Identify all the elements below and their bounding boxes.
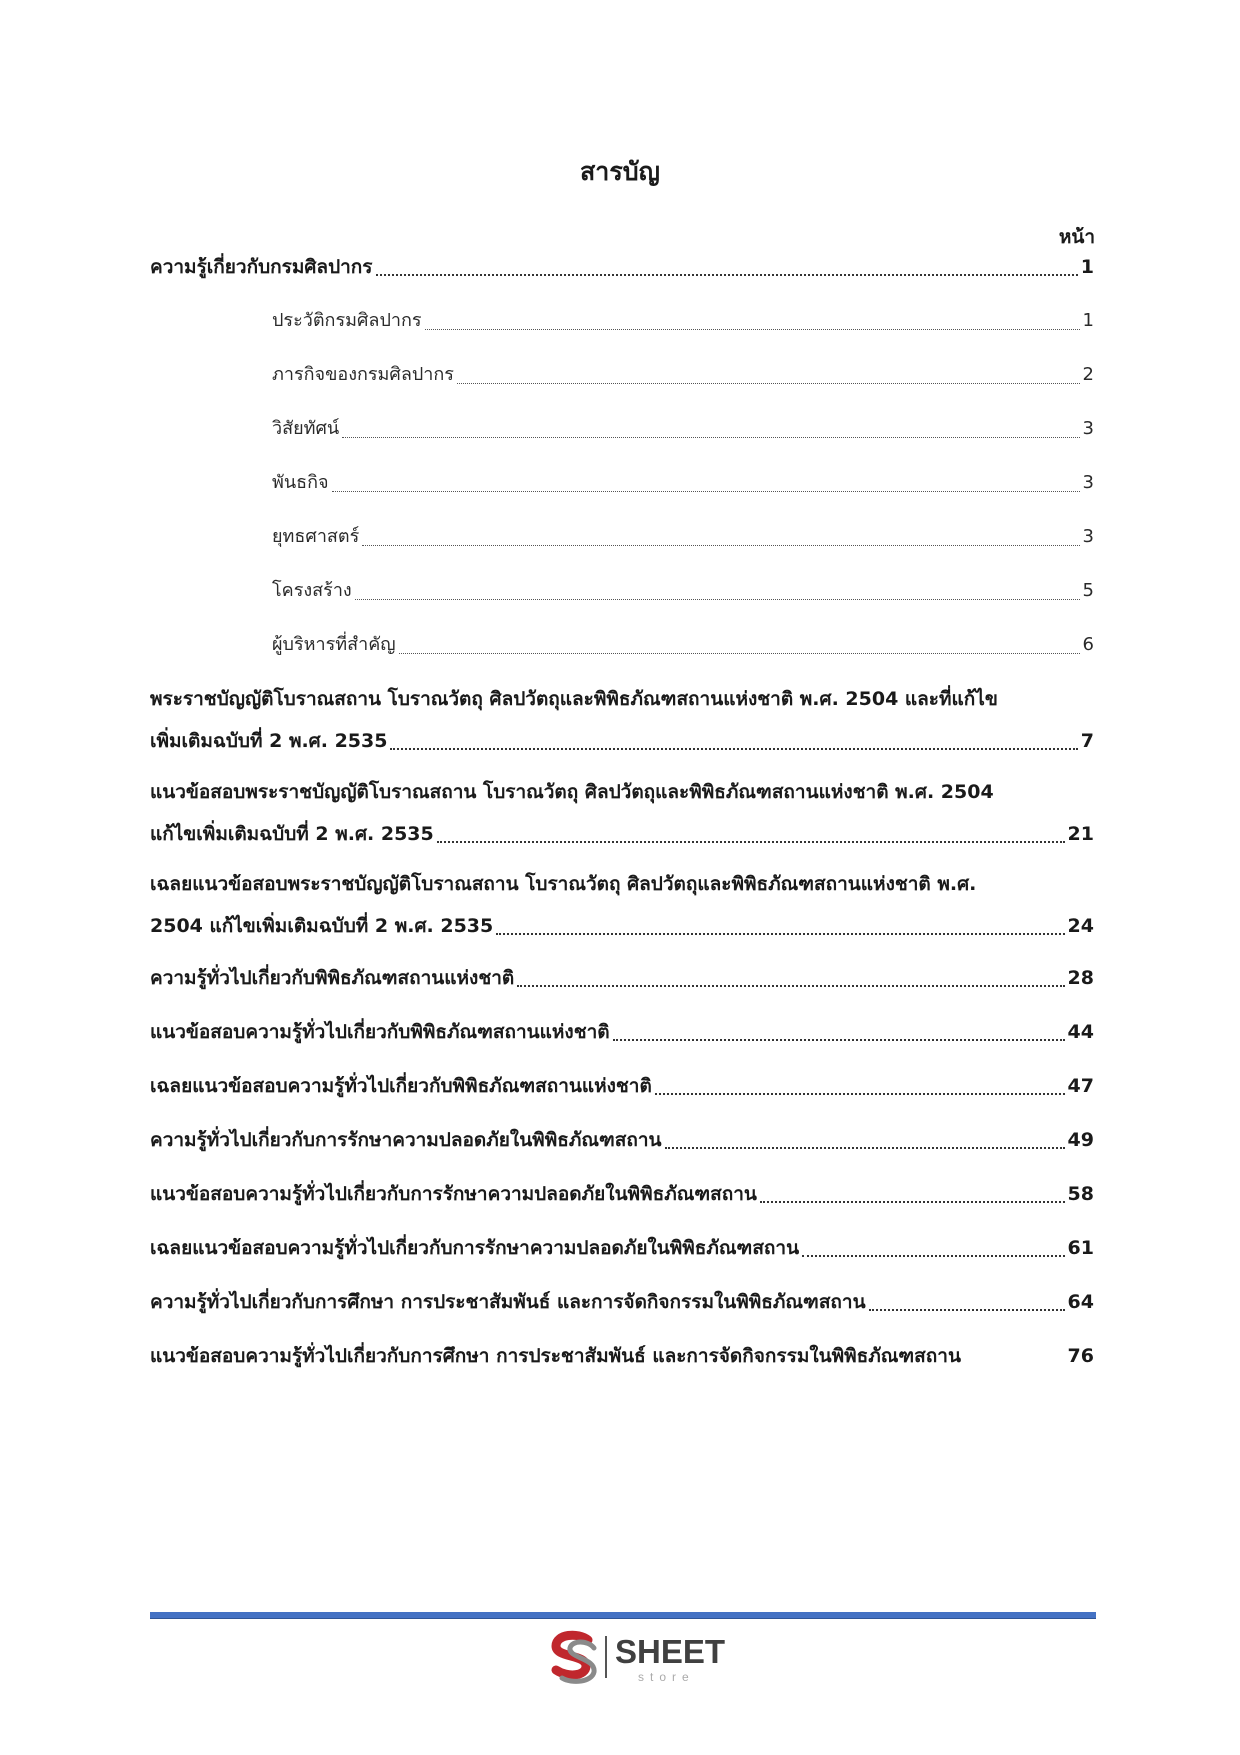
toc-page-number: 3 bbox=[1082, 418, 1094, 439]
toc-subentry[interactable] bbox=[272, 624, 1094, 666]
toc-entry-text-line1: แนวข้อสอบพระราชบัญญัติโบราณสถาน โบราณวัตถุ ศิลปวัตถุและพิพิธภัณฑสถานแห่งชาติ พ.ศ. 2504 bbox=[150, 781, 994, 803]
toc-page-number: 21 bbox=[1067, 823, 1094, 845]
leader-dots bbox=[665, 1146, 1065, 1149]
toc-entry-text-line1: พระราชบัญญัติโบราณสถาน โบราณวัตถุ ศิลปวัตถุและพิพิธภัณฑสถานแห่งชาติ พ.ศ. 2504 และที่แก้ไข bbox=[150, 688, 998, 710]
toc-entry[interactable] bbox=[150, 771, 1094, 855]
logo-brand-text: SHEET bbox=[615, 1633, 726, 1670]
toc-entry[interactable] bbox=[150, 1119, 1094, 1161]
toc-page-number: 44 bbox=[1067, 1021, 1094, 1043]
leader-dots bbox=[496, 932, 1064, 935]
leader-dots bbox=[342, 436, 1079, 438]
toc-subentry[interactable] bbox=[272, 516, 1094, 558]
toc-page-number: 76 bbox=[1067, 1345, 1094, 1367]
leader-dots bbox=[802, 1254, 1064, 1257]
toc-entry-text: เฉลยแนวข้อสอบความรู้ทั่วไปเกี่ยวกับการรักษาความปลอดภัยในพิพิธภัณฑสถาน bbox=[150, 1237, 800, 1259]
toc-entry-text: แก้ไขเพิ่มเติมฉบับที่ 2 พ.ศ. 2535 bbox=[150, 823, 434, 845]
toc-entry-text: พันธกิจ bbox=[272, 472, 329, 493]
leader-dots bbox=[655, 1092, 1065, 1095]
toc-entry-text: แนวข้อสอบความรู้ทั่วไปเกี่ยวกับการรักษาความปลอดภัยในพิพิธภัณฑสถาน bbox=[150, 1183, 757, 1205]
toc-page-number: 58 bbox=[1067, 1183, 1094, 1205]
toc-page-number: 3 bbox=[1082, 472, 1094, 493]
leader-dots bbox=[869, 1308, 1065, 1311]
toc-entry[interactable] bbox=[150, 1281, 1094, 1323]
leader-dots bbox=[332, 490, 1080, 492]
toc-page-number: 49 bbox=[1067, 1129, 1094, 1151]
toc-subentry[interactable] bbox=[272, 570, 1094, 612]
toc-subentry[interactable] bbox=[272, 462, 1094, 504]
leader-dots bbox=[457, 382, 1080, 384]
toc-entry-text: ความรู้เกี่ยวกับกรมศิลปากร bbox=[150, 256, 373, 278]
toc-entry-text: เพิ่มเติมฉบับที่ 2 พ.ศ. 2535 bbox=[150, 730, 388, 752]
toc-page-number: 6 bbox=[1082, 634, 1094, 655]
toc-page-number: 7 bbox=[1080, 730, 1094, 752]
toc-entry[interactable] bbox=[150, 1011, 1094, 1053]
toc-page-number: 61 bbox=[1067, 1237, 1094, 1259]
toc-entry[interactable] bbox=[150, 1227, 1094, 1269]
toc-subentry[interactable] bbox=[272, 300, 1094, 342]
toc-page-number: 47 bbox=[1067, 1075, 1094, 1097]
leader-dots bbox=[362, 544, 1079, 546]
toc-entry-text: วิสัยทัศน์ bbox=[272, 418, 340, 439]
toc-entry-text: ผู้บริหารที่สำคัญ bbox=[272, 634, 396, 655]
toc-page-number: 64 bbox=[1067, 1291, 1094, 1313]
toc-entry[interactable] bbox=[150, 246, 1094, 288]
leader-dots bbox=[517, 984, 1064, 987]
toc-page-number: 1 bbox=[1082, 310, 1094, 331]
footer-rule bbox=[150, 1612, 1096, 1619]
logo-divider bbox=[605, 1636, 607, 1678]
toc-page-number: 2 bbox=[1082, 364, 1094, 385]
page-column-header: หน้า bbox=[1058, 226, 1095, 248]
leader-dots bbox=[760, 1200, 1065, 1203]
toc-entry-text: ความรู้ทั่วไปเกี่ยวกับพิพิธภัณฑสถานแห่งชาติ bbox=[150, 967, 515, 989]
sheet-store-s-icon bbox=[542, 1628, 606, 1688]
toc-page-number: 1 bbox=[1080, 256, 1094, 278]
toc-page-number: 28 bbox=[1067, 967, 1094, 989]
toc-entry-text: เฉลยแนวข้อสอบความรู้ทั่วไปเกี่ยวกับพิพิธภัณฑสถานแห่งชาติ bbox=[150, 1075, 652, 1097]
toc-entry[interactable] bbox=[150, 1173, 1094, 1215]
toc-entry-text: ความรู้ทั่วไปเกี่ยวกับการศึกษา การประชาสัมพันธ์ และการจัดกิจกรรมในพิพิธภัณฑสถาน bbox=[150, 1291, 866, 1313]
leader-dots bbox=[390, 747, 1077, 750]
toc-entry[interactable] bbox=[150, 957, 1094, 999]
toc-entry-text: 2504 แก้ไขเพิ่มเติมฉบับที่ 2 พ.ศ. 2535 bbox=[150, 915, 494, 937]
leader-dots bbox=[613, 1038, 1065, 1041]
toc-entry[interactable] bbox=[150, 678, 1094, 762]
toc-page-number: 3 bbox=[1082, 526, 1094, 547]
toc-entry-text-line1: เฉลยแนวข้อสอบพระราชบัญญัติโบราณสถาน โบราณวัตถุ ศิลปวัตถุและพิพิธภัณฑสถานแห่งชาติ พ.ศ. bbox=[150, 873, 977, 895]
toc-subentry[interactable] bbox=[272, 408, 1094, 450]
logo-sub-text: store bbox=[638, 1670, 695, 1684]
sheet-store-logo bbox=[542, 1628, 726, 1688]
toc-title: สารบัญ bbox=[580, 157, 660, 186]
toc-entry-text: ยุทธศาสตร์ bbox=[272, 526, 360, 547]
leader-dots bbox=[376, 273, 1078, 276]
toc-entry-text: ภารกิจของกรมศิลปากร bbox=[272, 364, 454, 385]
toc-page-number: 5 bbox=[1082, 580, 1094, 601]
toc-entry-text: แนวข้อสอบความรู้ทั่วไปเกี่ยวกับการศึกษา การประชาสัมพันธ์ และการจัดกิจกรรมในพิพิธภัณฑสถาน bbox=[150, 1345, 961, 1367]
leader-dots bbox=[355, 598, 1080, 600]
toc-entry[interactable] bbox=[150, 1065, 1094, 1107]
toc-entry[interactable] bbox=[150, 863, 1094, 947]
leader-dots bbox=[964, 1364, 1065, 1365]
toc-subentry[interactable] bbox=[272, 354, 1094, 396]
toc-entry[interactable] bbox=[150, 1335, 1094, 1377]
leader-dots bbox=[425, 328, 1080, 330]
toc-page-number: 24 bbox=[1067, 915, 1094, 937]
leader-dots bbox=[437, 840, 1065, 843]
leader-dots bbox=[399, 652, 1080, 654]
toc-entry-text: ความรู้ทั่วไปเกี่ยวกับการรักษาความปลอดภัยในพิพิธภัณฑสถาน bbox=[150, 1129, 662, 1151]
toc-entry-text: ประวัติกรมศิลปากร bbox=[272, 310, 422, 331]
toc-entry-text: โครงสร้าง bbox=[272, 580, 352, 601]
toc-entry-text: แนวข้อสอบความรู้ทั่วไปเกี่ยวกับพิพิธภัณฑสถานแห่งชาติ bbox=[150, 1021, 610, 1043]
